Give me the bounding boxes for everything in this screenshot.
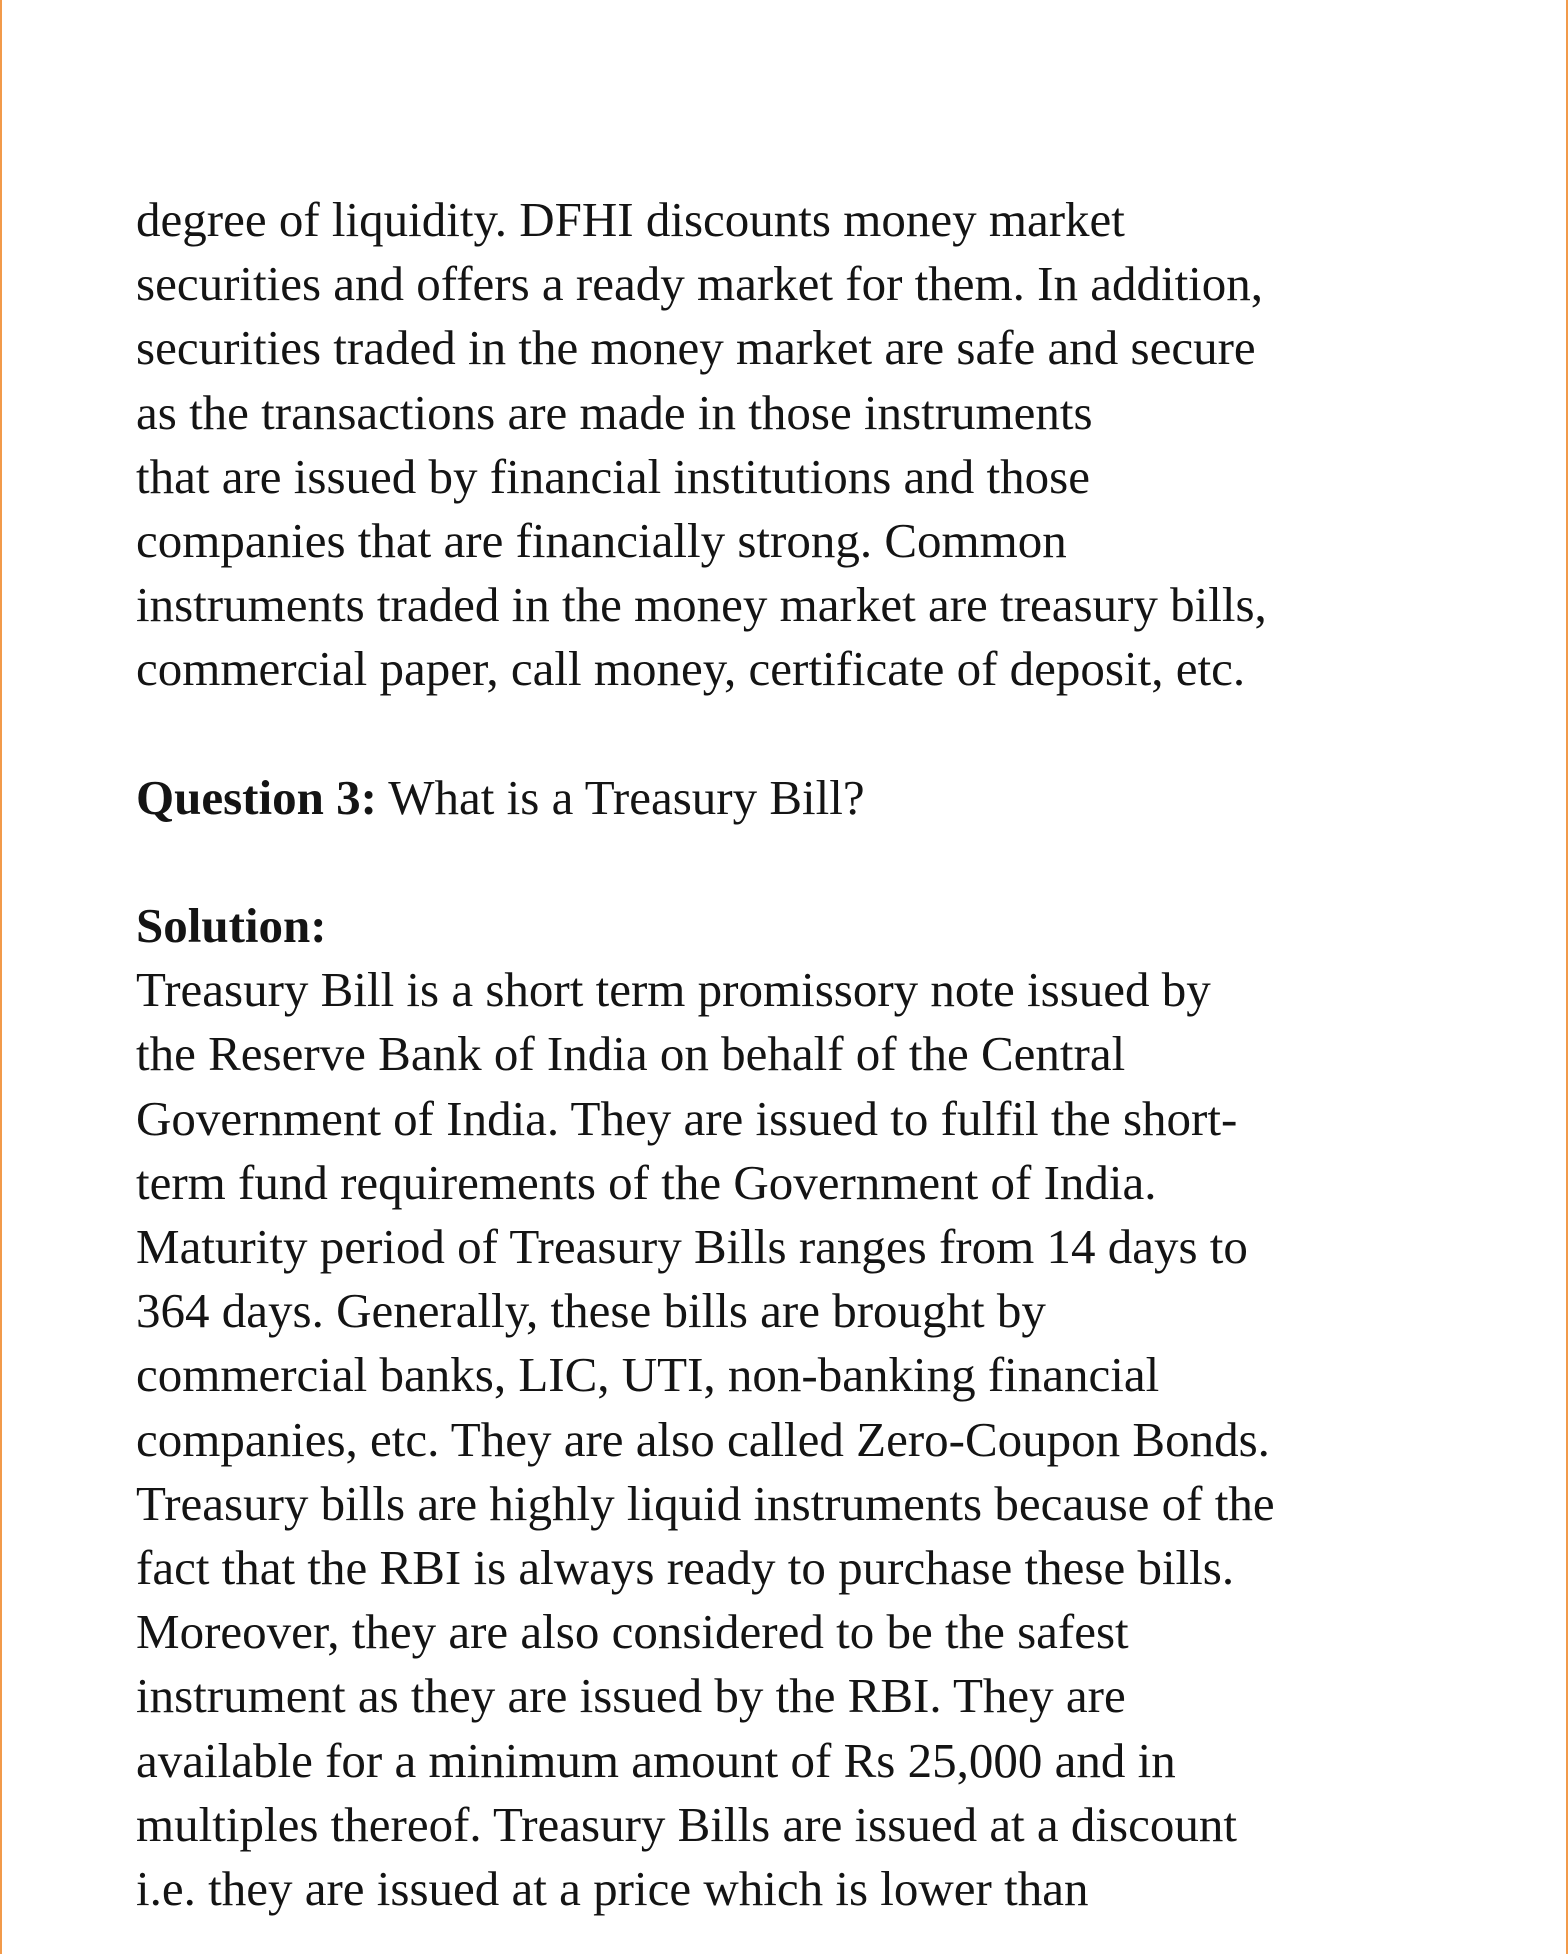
text-line: as the transactions are made in those instruments — [136, 384, 1093, 440]
text-line: instrument as they are issued by the RBI. They are — [136, 1668, 1126, 1724]
text-line: commercial banks, LIC, UTI, non-banking financial — [136, 1347, 1160, 1403]
spacer — [136, 830, 1456, 894]
solution-label: Solution: — [136, 898, 327, 954]
text-line: Treasury Bill is a short term promissory note issued by — [136, 962, 1211, 1018]
text-line: i.e. they are issued at a price which is lower than — [136, 1860, 1089, 1916]
question-heading — [136, 766, 1456, 830]
text-line: Treasury bills are highly liquid instruments because of the — [136, 1475, 1275, 1531]
text-line: available for a minimum amount of Rs 25,000 and in — [136, 1732, 1176, 1788]
text-line: securities traded in the money market are safe and secure — [136, 320, 1256, 376]
text-line: term fund requirements of the Government of India. — [136, 1154, 1157, 1210]
text-line: multiples thereof. Treasury Bills are issued at a discount — [136, 1796, 1237, 1852]
solution-paragraph — [136, 958, 1456, 1921]
text-line: that are issued by financial institutions and those — [136, 448, 1090, 504]
text-line: Government of India. They are issued to fulfil the short- — [136, 1090, 1238, 1146]
text-line: Moreover, they are also considered to be the safest — [136, 1604, 1129, 1660]
text-line: instruments traded in the money market are treasury bills, — [136, 577, 1267, 633]
text-line: degree of liquidity. DFHI discounts money market — [136, 192, 1125, 247]
text-line: companies, etc. They are also called Zero-Coupon Bonds. — [136, 1411, 1270, 1467]
text-line: the Reserve Bank of India on behalf of the Central — [136, 1026, 1126, 1082]
intro-paragraph — [136, 188, 1456, 702]
question-text: What is a Treasury Bill? — [376, 769, 865, 825]
text-line: securities and offers a ready market for them. In addition, — [136, 256, 1264, 312]
page-content — [136, 188, 1456, 1921]
text-line: 364 days. Generally, these bills are brought by — [136, 1283, 1046, 1339]
text-line: companies that are financially strong. Common — [136, 512, 1067, 568]
text-line: fact that the RBI is always ready to purchase these bills. — [136, 1539, 1235, 1595]
text-line: Maturity period of Treasury Bills ranges from 14 days to — [136, 1219, 1248, 1274]
text-line: commercial paper, call money, certificate of deposit, etc. — [136, 641, 1246, 697]
question-label: Question 3: — [136, 769, 377, 825]
spacer — [136, 702, 1456, 766]
